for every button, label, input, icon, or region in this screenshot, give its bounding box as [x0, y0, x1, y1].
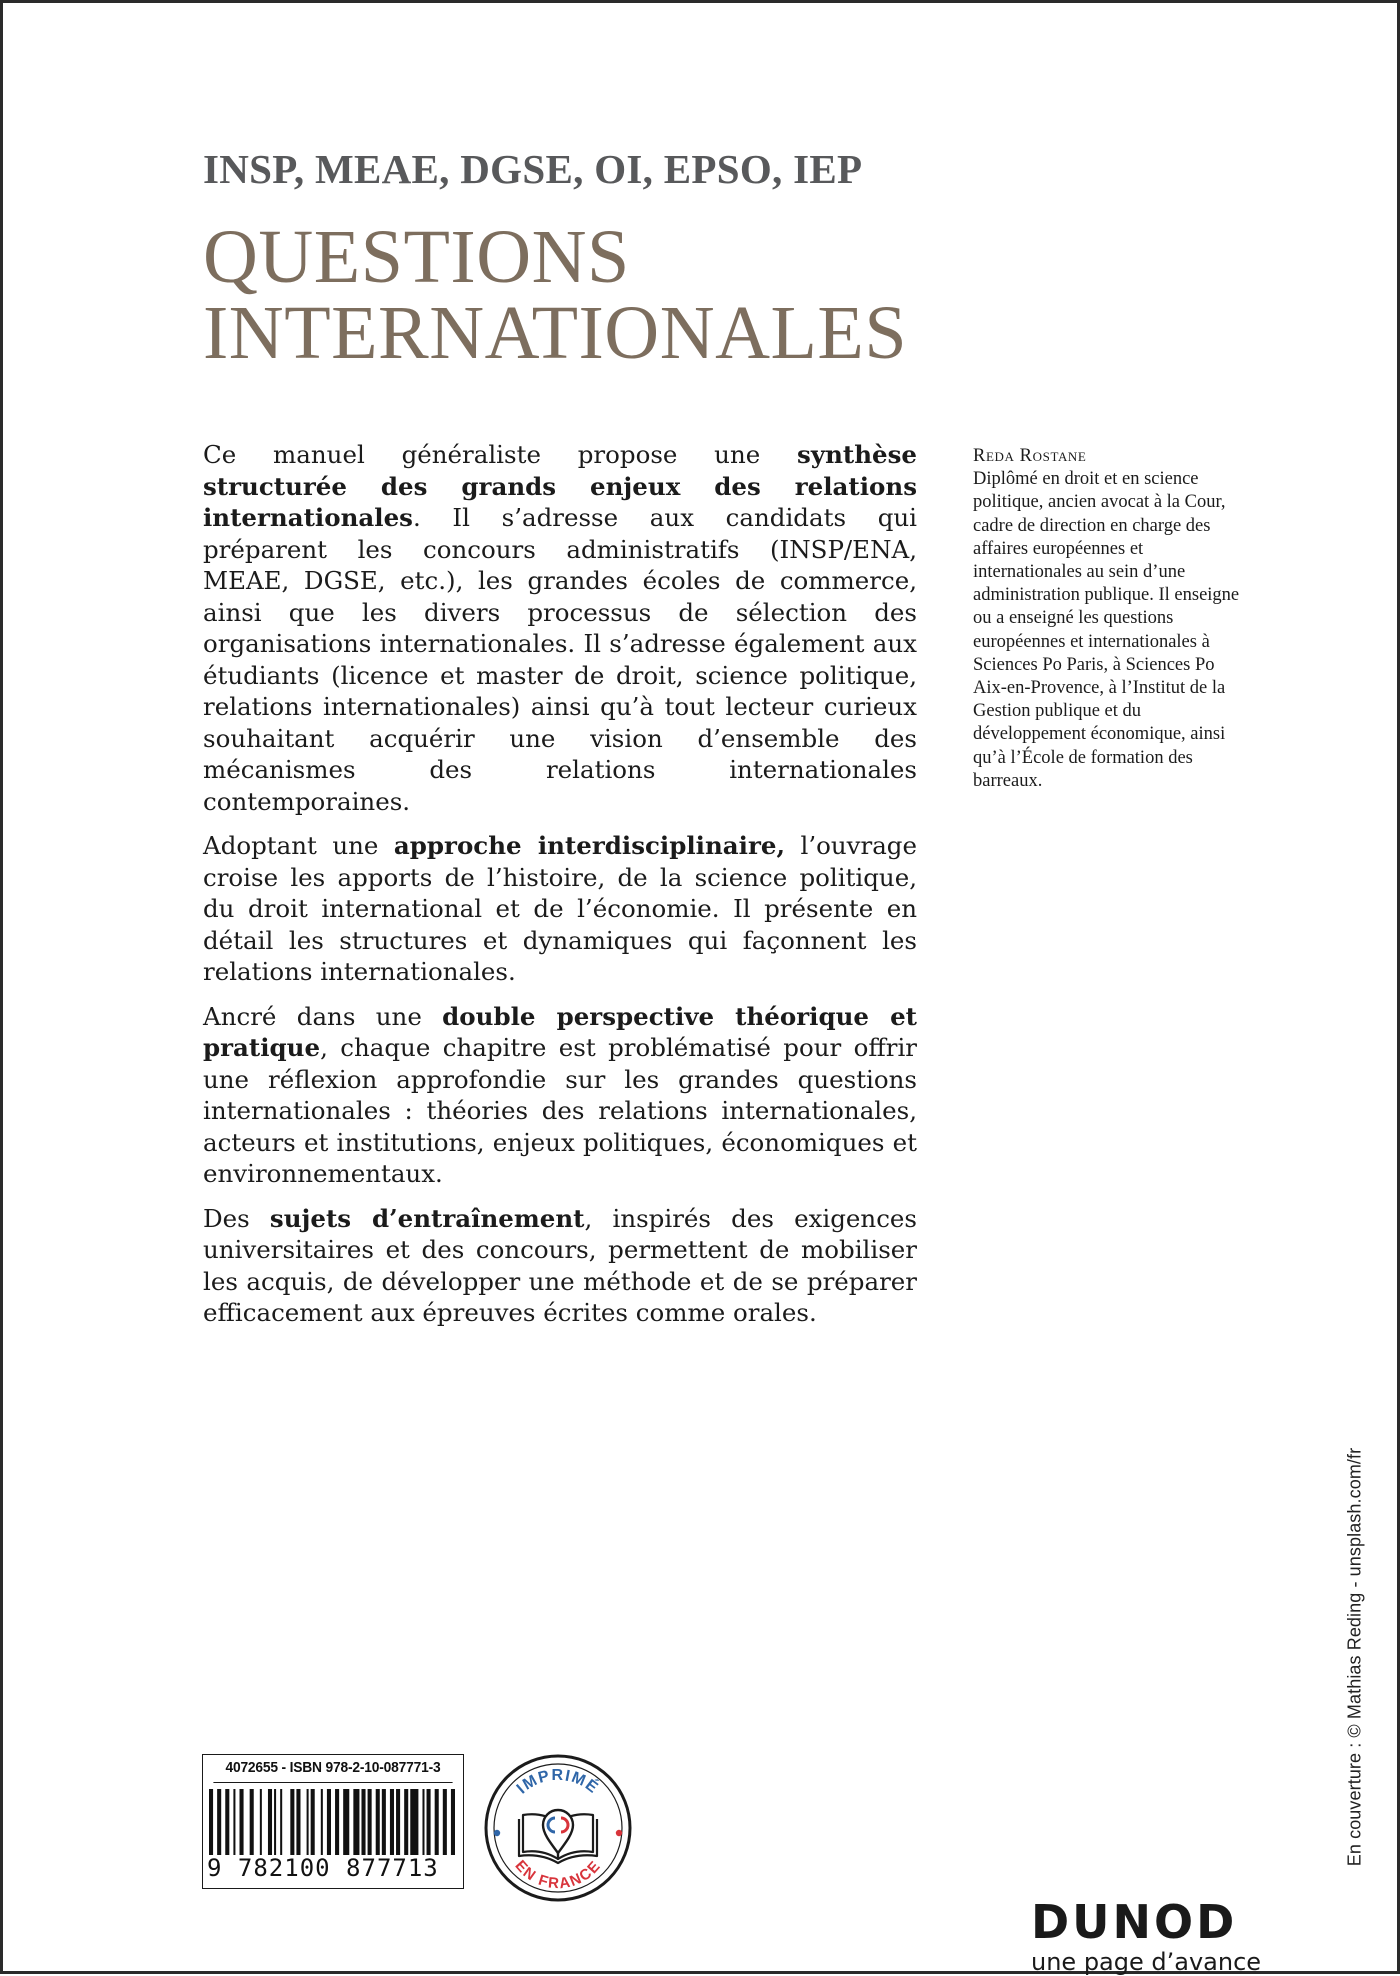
description-emphasis: sujets d’entraînement — [269, 1203, 585, 1233]
barcode-bar — [410, 1789, 418, 1855]
photo-credit: En couverture : © Mathias Reding - unsplash.com/fr — [1344, 1447, 1365, 1867]
book-title — [203, 215, 908, 375]
barcode-bar — [280, 1789, 282, 1855]
barcode-bar — [396, 1789, 400, 1855]
barcode-bar — [435, 1789, 439, 1855]
barcode-bar — [290, 1789, 294, 1855]
author-box — [973, 445, 1243, 793]
barcode-bar — [376, 1789, 380, 1855]
book-description — [203, 439, 917, 1342]
dunod-logo — [1031, 1900, 1241, 1944]
barcode-bar — [307, 1789, 309, 1855]
barcode-bar — [321, 1789, 323, 1855]
barcode-bar — [422, 1789, 424, 1855]
svg-text:DUNOD: DUNOD — [1031, 1900, 1238, 1944]
publisher-tagline: une page d’avance — [1031, 1948, 1262, 1976]
description-emphasis: synthèse structurée des grands enjeux des relations internationales — [203, 440, 917, 532]
author-bio: Diplômé en droit et en science politique, ancien avocat à la Cour, cadre de direction en charge des affaires européennes et internationales au sein d’une administration publique. Il enseigne ou a enseigné les questions européennes et internationales à Sciences Po Paris, à Sciences Po Aix-en-Provence, à l’Institut de la Gestion publique et du développement économique, ainsi qu’à l’École de formation des barreaux. — [973, 469, 1240, 791]
barcode-bar — [209, 1789, 213, 1855]
barcode-bar — [353, 1789, 359, 1855]
seal-red-dot — [616, 1830, 622, 1836]
description-paragraph-3 — [203, 1001, 917, 1190]
seal-bottom-text: EN FRANCE — [511, 1857, 605, 1893]
barcode-bar — [361, 1789, 365, 1855]
barcode-bar — [335, 1789, 339, 1855]
description-emphasis: double perspective théorique et pratique — [203, 1001, 917, 1062]
barcode-bar — [427, 1789, 431, 1855]
barcode-bar — [404, 1789, 408, 1855]
barcode-bar — [390, 1789, 394, 1855]
description-text: . Il s’adresse aux candidats qui préparent les concours administratifs (INSP/ENA, MEAE, DGSE, etc.), les grandes écoles de commerce, ainsi que les divers processus de sélection des organisations internationales. Il s’adresse également aux étudiants (licence et master de droit, science politique, relations internationales) ainsi qu’à tout lecteur curieux souhaitant acquérir une vision d’ensemble des mécanismes des relations internationales contemporaines. — [203, 503, 917, 816]
isbn-reference: 4072655 - ISBN 978-2-10-087771-3 — [213, 1755, 452, 1783]
description-text: Des — [203, 1203, 270, 1233]
imprime-en-france-seal — [483, 1753, 633, 1903]
barcode-bar — [225, 1789, 229, 1855]
barcode-bar — [233, 1789, 235, 1855]
description-text: Ce manuel généraliste propose une — [203, 440, 798, 469]
description-text: Adoptant une — [203, 831, 394, 860]
description-emphasis: approche interdisciplinaire, — [393, 831, 786, 860]
seal-blue-dot — [494, 1830, 500, 1836]
description-paragraph-1 — [203, 439, 917, 817]
barcode-digits: 9 782100 877713 — [207, 1854, 439, 1882]
barcode-bar — [274, 1789, 276, 1855]
barcode-bar — [327, 1789, 331, 1855]
barcode-bar — [260, 1789, 262, 1855]
barcode-bar — [250, 1789, 254, 1855]
author-name: Reda Rostane — [973, 446, 1087, 466]
barcode-bar — [217, 1789, 221, 1855]
barcode-bar — [382, 1789, 386, 1855]
barcode-bar — [368, 1789, 372, 1855]
barcode-bar — [451, 1789, 455, 1855]
description-text: Ancré dans une — [203, 1001, 443, 1031]
barcode-block — [202, 1754, 464, 1889]
seal-top-text: IMPRIMÉ — [513, 1767, 602, 1798]
description-text: l’ouvrage croise les apports de l’histoire, de la science politique, du droit international et de l’économie. Il présente en détail les structures et dynamiques qui façonnent les relations internationales. — [203, 831, 917, 986]
book-title-line-1: QUESTIONS — [203, 215, 630, 299]
barcode-bar — [296, 1789, 300, 1855]
description-text: , chaque chapitre est problématisé pour offrir une réflexion approfondie sur les grandes questions internationales : théories des relations internationales, acteurs et institutions, enjeux politiques, économiques et environnementaux. — [203, 1033, 917, 1188]
exam-series-heading: INSP, MEAE, DGSE, OI, EPSO, IEP — [203, 146, 863, 192]
barcode-bar — [311, 1789, 315, 1855]
barcode-bar — [343, 1789, 349, 1855]
barcode-bars — [209, 1789, 455, 1855]
book-title-line-2: INTERNATIONALES — [203, 291, 908, 375]
barcode-bar — [240, 1789, 244, 1855]
description-paragraph-2 — [203, 830, 917, 988]
description-text: , inspirés des exigences universitaires et des concours, permettent de mobiliser les acquis, de développer une méthode et de se préparer efficacement aux épreuves écrites comme orales. — [203, 1203, 917, 1327]
description-paragraph-4 — [203, 1203, 917, 1329]
barcode-bar — [443, 1789, 447, 1855]
barcode-bar — [268, 1789, 272, 1855]
